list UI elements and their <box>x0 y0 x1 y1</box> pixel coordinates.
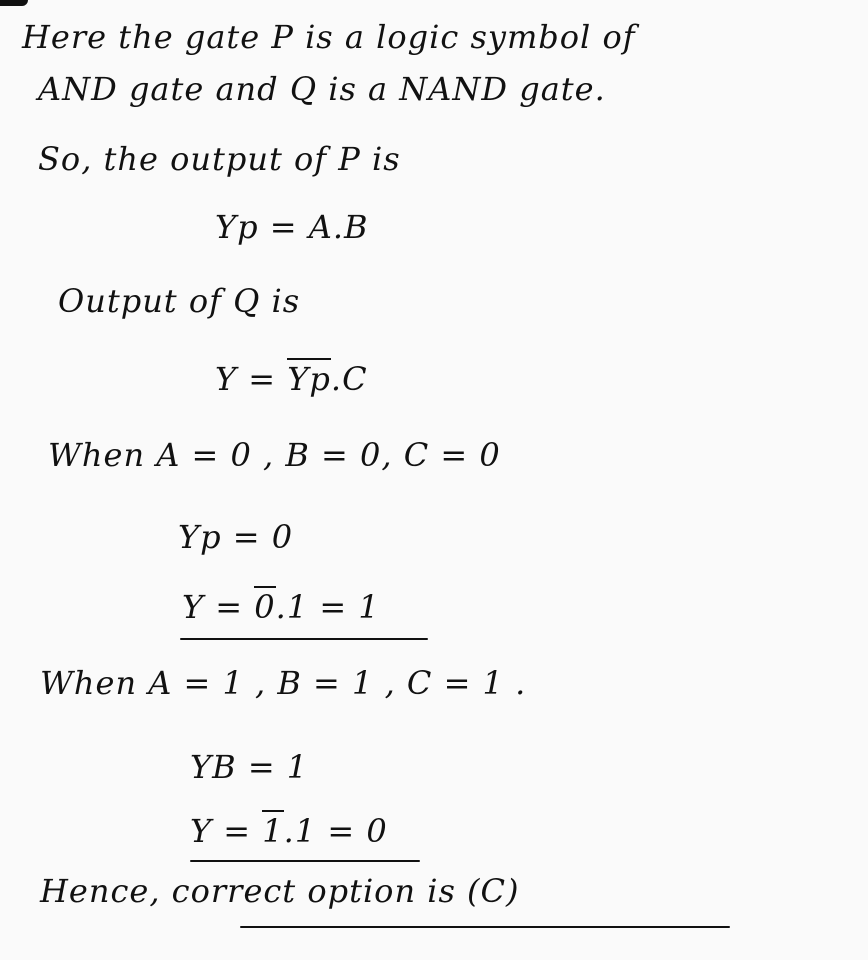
case-1-y <box>182 588 380 626</box>
text-line-2: AND gate and Q is a NAND gate. <box>38 70 606 108</box>
case-1-yp: Yp = 0 <box>178 518 294 556</box>
negated-term-text: Yp <box>287 360 331 398</box>
case-2-y-suffix: .1 = 0 <box>283 812 388 850</box>
case-2-y <box>190 812 388 850</box>
overbar <box>254 586 275 588</box>
text-line-output-q: Output of Q is <box>58 282 301 320</box>
case-1-y-prefix: Y = <box>182 588 255 626</box>
equation-y-suffix: .C <box>330 360 368 398</box>
negated-term-text: 1 <box>262 812 284 850</box>
case-1-y-suffix: .1 = 1 <box>275 588 380 626</box>
corner-ink-mark <box>0 0 28 6</box>
conclusion-underline <box>240 926 730 928</box>
negated-term-text: 0 <box>254 588 276 626</box>
conclusion-prefix: Hence, <box>40 872 172 910</box>
equation-y-prefix: Y = <box>215 360 288 398</box>
case-1-negated-term <box>254 588 275 626</box>
case-1-condition: When A = 0 , B = 0, C = 0 <box>48 436 501 474</box>
conclusion-answer: correct option is (C) <box>171 872 520 910</box>
case-1-underline <box>180 638 428 640</box>
overbar <box>287 358 331 360</box>
equation-y <box>215 360 368 398</box>
equation-yp: Yp = A.B <box>215 208 369 246</box>
case-2-yb: YB = 1 <box>190 748 309 786</box>
conclusion-line <box>40 872 520 910</box>
case-2-y-prefix: Y = <box>190 812 263 850</box>
case-2-condition: When A = 1 , B = 1 , C = 1 . <box>40 664 527 702</box>
text-line-3: So, the output of P is <box>38 140 401 178</box>
overbar <box>262 810 283 812</box>
text-line-1: Here the gate P is a logic symbol of <box>22 18 636 56</box>
equation-y-negated-term <box>287 360 331 398</box>
case-2-underline <box>190 860 420 862</box>
case-2-negated-term <box>262 812 283 850</box>
